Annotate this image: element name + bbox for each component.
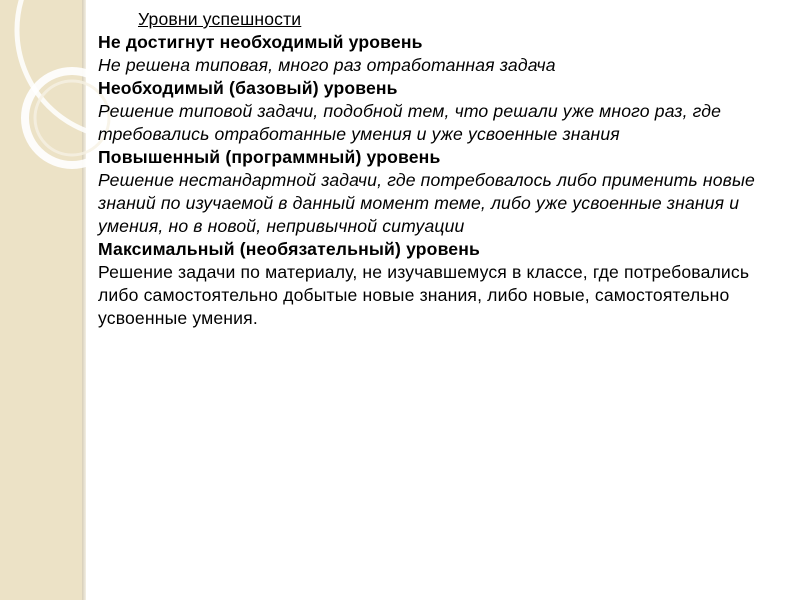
level-description-not-reached: Не решена типовая, много раз отработанная задача	[98, 55, 556, 75]
level-description-maximum: Решение задачи по материалу, не изучавшемуся в классе, где потребовались либо самостоятельно добытые новые знания, либо новые, самостоятельно усвоенные умения.	[98, 262, 750, 328]
level-title-advanced: Повышенный (программный) уровень	[98, 147, 441, 167]
level-title-maximum: Максимальный (необязательный) уровень	[98, 239, 480, 259]
slide-content	[98, 8, 790, 330]
level-title-basic: Необходимый (базовый) уровень	[98, 78, 398, 98]
slide-heading: Уровни успешности	[138, 9, 302, 29]
level-description-advanced: Решение нестандартной задачи, где потребовалось либо применить новые знаний по изучаемой в данный момент теме, либо уже усвоенные знания и умения, но в новой, непривычной ситуации	[98, 170, 755, 236]
level-title-not-reached: Не достигнут необходимый уровень	[98, 32, 423, 52]
level-description-basic: Решение типовой задачи, подобной тем, что решали уже много раз, где требовались отработанные умения и уже усвоенные знания	[98, 101, 722, 144]
